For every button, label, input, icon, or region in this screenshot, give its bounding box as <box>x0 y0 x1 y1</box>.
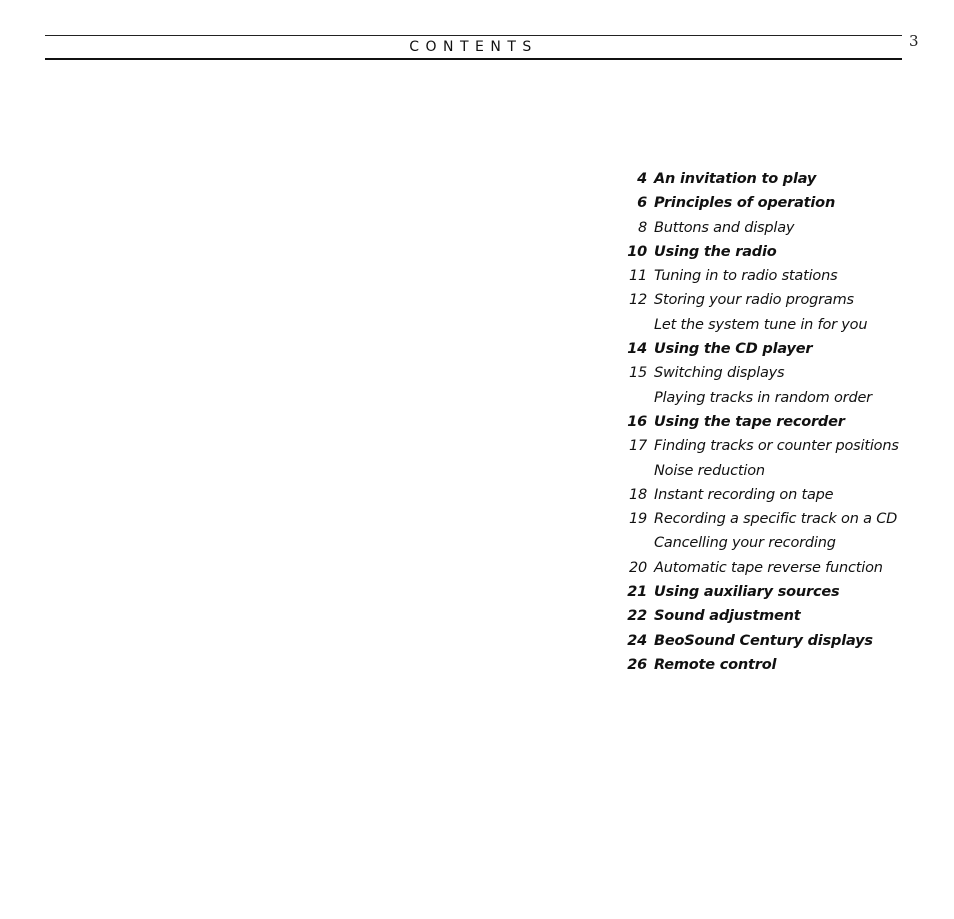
toc-page-number: 24 <box>627 632 647 649</box>
toc-page-number: 6 <box>637 195 647 212</box>
toc-entry <box>618 434 918 458</box>
toc-page-number: 14 <box>627 341 647 358</box>
toc-entry <box>618 653 918 677</box>
toc-entry <box>618 240 918 264</box>
toc-entry-title: Principles of operation <box>654 195 836 212</box>
toc-page-number: 17 <box>628 438 647 455</box>
page-number: 3 <box>909 32 919 50</box>
toc-page-number: 21 <box>627 584 647 601</box>
toc-entry <box>618 459 918 483</box>
toc-entry <box>618 313 918 337</box>
header-rule-bottom <box>45 58 902 60</box>
toc-entry <box>618 507 918 531</box>
toc-entry-title: Using auxiliary sources <box>654 584 840 601</box>
toc-entry-title: Noise reduction <box>654 462 765 479</box>
toc-page-number: 11 <box>628 268 647 285</box>
toc-entry <box>618 410 918 434</box>
toc-entry-title: Automatic tape reverse function <box>654 559 883 576</box>
toc-entry-title: Tuning in to radio stations <box>654 268 838 285</box>
toc-entry-title: Sound adjustment <box>654 608 801 625</box>
toc-entry-title: Using the radio <box>654 243 777 260</box>
toc-entry <box>618 531 918 555</box>
toc-page-number: 26 <box>627 656 647 673</box>
toc-entry-title: Switching displays <box>654 365 785 382</box>
toc-page-number: 19 <box>628 511 647 528</box>
toc-page-number: 10 <box>627 243 647 260</box>
toc-entry <box>618 167 918 191</box>
toc-entry-title: Finding tracks or counter positions <box>654 438 899 455</box>
toc-entry-title: Recording a specific track on a CD <box>654 511 898 528</box>
toc-entry-title: Buttons and display <box>654 219 795 236</box>
toc-entry-title: An invitation to play <box>654 171 817 187</box>
toc-entry <box>618 337 918 361</box>
toc-entry-title: Cancelling your recording <box>654 535 836 552</box>
toc-entry <box>618 216 918 240</box>
header-rule-top <box>45 35 902 36</box>
toc-entry-title: Using the tape recorder <box>654 413 845 430</box>
page-title: CONTENTS <box>409 39 538 55</box>
toc-entry <box>618 483 918 507</box>
toc-page-number: 18 <box>628 486 647 503</box>
toc-entry <box>618 556 918 580</box>
toc-entry <box>618 580 918 604</box>
toc-entry-title: Using the CD player <box>654 341 813 358</box>
toc-entry <box>618 629 918 653</box>
toc-entry-title: Storing your radio programs <box>654 292 854 309</box>
table-of-contents <box>618 167 918 677</box>
toc-entry <box>618 264 918 288</box>
toc-page-number: 20 <box>628 559 647 576</box>
toc-entry <box>618 288 918 312</box>
toc-entry-title: Playing tracks in random order <box>654 389 872 406</box>
toc-entry-title: BeoSound Century displays <box>654 632 873 649</box>
toc-entry-title: Let the system tune in for you <box>654 316 868 333</box>
toc-entry <box>618 604 918 628</box>
toc-entry <box>618 361 918 385</box>
toc-page-number: 8 <box>637 219 647 236</box>
toc-entry-title: Remote control <box>654 656 777 673</box>
toc-entry-title: Instant recording on tape <box>654 486 834 503</box>
toc-page-number: 12 <box>628 292 647 309</box>
toc-entry <box>618 191 918 215</box>
toc-page-number: 22 <box>627 608 647 625</box>
toc-page-number: 4 <box>637 171 647 187</box>
toc-entry <box>618 386 918 410</box>
toc-page-number: 15 <box>628 365 647 382</box>
toc-page-number: 16 <box>627 413 647 430</box>
